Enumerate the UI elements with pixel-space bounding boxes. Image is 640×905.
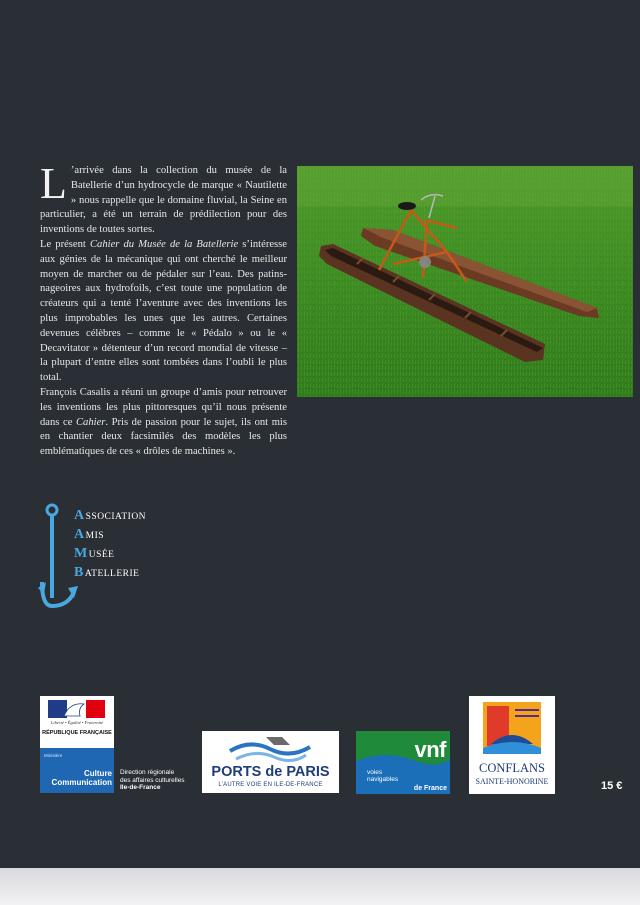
association-logo xyxy=(38,502,178,614)
back-cover-text xyxy=(40,159,288,460)
cahier-title: Cahier du Musée de la Batellerie xyxy=(89,238,239,250)
republique-francaise-logo: Liberté • Égalité • Fraternité RÉPUBLIQUE FRANÇAISE Ministère Culture Communication xyxy=(40,696,114,793)
conflans-emblem-icon xyxy=(469,696,555,760)
ministere-block: Ministère Culture Communication xyxy=(40,748,114,793)
paragraph-cahier: Le présent Cahier du Musée de la Batellerie s’intéresse aux génies de la mécanique qui ont cherché le meilleur moyen de marcher ou de pédaler sur l’eau. Des patins-nageoires aux hydrofoils, c’est toute une population de créateurs qui a tenté l’aventure avec des inventions les plus improbables les unes que les autres. Certaines devenues célèbres – comme le « Pédalo » ou le « Decavitator » détenteur d’un record mondial de vitesse – la plupart d’entre elles sont tombées dans l’oubli le plus total. xyxy=(40,238,288,384)
ports-de-paris-logo: PORTS de PARIS L’AUTRE VOIE EN ILE-DE-FRANCE xyxy=(202,731,339,793)
paragraph-casalis: François Casalis a réuni un groupe d’amis pour retrouver les inventions les plus pittoresques qu’il nous présente dans ce Cahier. Pris de passion pour le sujet, ils ont mis en chantier deux facsimilés des modèles les plus emblématiques de ces « drôles de machines ». xyxy=(40,386,288,458)
amb-line-amis: AMIS xyxy=(74,527,105,542)
saddle xyxy=(398,202,416,210)
paragraph-intro: L ’arrivée dans la collection du musée de la Batellerie d’un hydrocycle de marque « Nautilette » nous rappelle que le domaine fluvial, la Seine en particulier, a été un terrain de prédilection pour des inventions de toutes sortes. xyxy=(40,159,287,236)
vnf-logo: vnf voies navigables de France xyxy=(356,731,450,794)
scan-margin xyxy=(0,868,640,905)
cahier-word: Cahier xyxy=(75,416,106,428)
amb-line-musee: MUSÉE xyxy=(74,546,115,561)
drac-label: Direction régionale des affaires culturelles Ile-de-France xyxy=(120,769,185,791)
marianne-icon xyxy=(40,696,114,720)
hydrocycle-photo xyxy=(297,166,633,397)
anchor-icon xyxy=(38,502,78,614)
hydrocycle-illustration xyxy=(297,166,633,397)
waves-icon xyxy=(202,731,339,765)
price-label: 15 € xyxy=(601,780,623,792)
drop-cap: L xyxy=(40,159,67,208)
amb-line-association: ASSOCIATION xyxy=(74,508,147,523)
amb-line-batellerie: BATELLERIE xyxy=(74,565,140,580)
conflans-logo: CONFLANS SAINTE-HONORINE xyxy=(469,696,555,794)
association-name xyxy=(74,506,146,582)
